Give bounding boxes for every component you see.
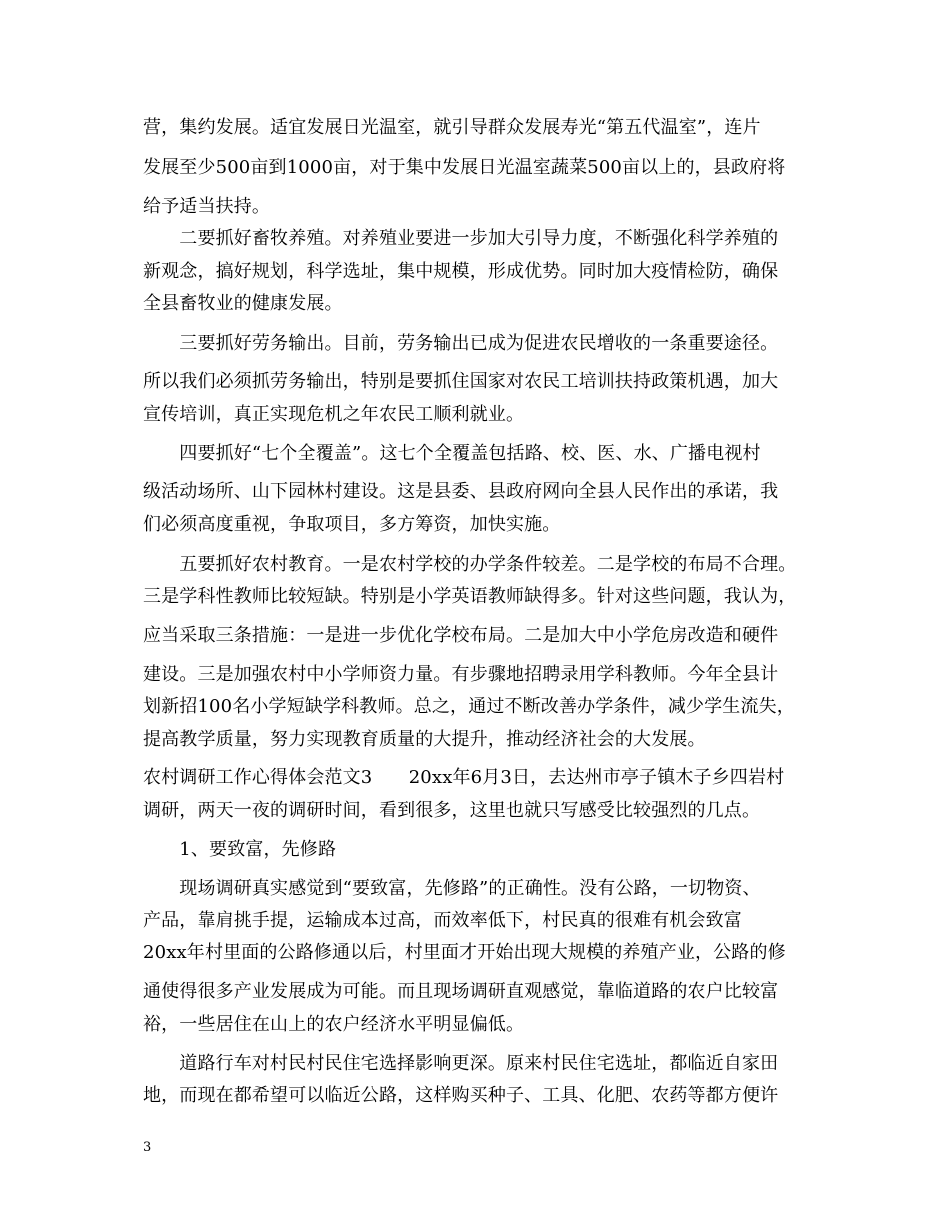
text-line: 调研，两天一夜的调研时间，看到很多，这里也就只写感受比较强烈的几点。 bbox=[143, 800, 761, 821]
text-line: 应当采取三条措施：一是进一步优化学校布局。二是加大中小学危房改造和硬件 bbox=[143, 625, 779, 646]
text-line: 三要抓好劳务输出。目前，劳务输出已成为促进农民增收的一条重要途径。 bbox=[143, 333, 779, 354]
text-line: 级活动场所、山下园林村建设。这是县委、县政府网向全县人民作出的承诺，我 bbox=[143, 481, 779, 502]
text-line: 四要抓好“七个全覆盖”。这七个全覆盖包括路、校、医、水、广播电视村 bbox=[143, 443, 761, 464]
text-line: 五要抓好农村教育。一是农村学校的办学条件较差。二是学校的布局不合理。 bbox=[143, 554, 797, 575]
text-line: 划新招100名小学短缺学科教师。总之，通过不断改善办学条件，减少学生流失， bbox=[143, 696, 795, 717]
text-line: 宣传培训，真正实现危机之年农民工顺利就业。 bbox=[143, 404, 525, 425]
text-line: 给予适当扶持。 bbox=[143, 196, 271, 217]
text-line: 三是学科性教师比较短缺。特别是小学英语教师缺得多。针对这些问题，我认为， bbox=[143, 586, 797, 607]
text-line: 农村调研工作心得体会范文3 20xx年6月3日，去达州市亭子镇木子乡四岩村 bbox=[143, 767, 785, 788]
text-line: 现场调研真实感觉到“要致富，先修路”的正确性。没有公路，一切物资、 bbox=[143, 878, 761, 899]
text-line: 地，而现在都希望可以临近公路，这样购买种子、工具、化肥、农药等都方便许 bbox=[143, 1085, 779, 1106]
text-line: 道路行车对村民村民住宅选择影响更深。原来村民住宅选址，都临近自家田 bbox=[143, 1053, 779, 1074]
text-line: 二要抓好畜牧养殖。对养殖业要进一步加大引导力度，不断强化科学养殖的 bbox=[143, 228, 779, 249]
text-line: 所以我们必须抓劳务输出，特别是要抓住国家对农民工培训扶持政策机遇，加大 bbox=[143, 371, 779, 392]
text-line: 1、要致富，先修路 bbox=[143, 839, 337, 860]
text-line: 通使得很多产业发展成为可能。而且现场调研直观感觉，靠临道路的农户比较富 bbox=[143, 981, 779, 1002]
text-line: 裕，一些居住在山上的农户经济水平明显偏低。 bbox=[143, 1014, 525, 1035]
text-line: 们必须高度重视，争取项目，多方筹资，加快实施。 bbox=[143, 514, 561, 535]
page-number: 3 bbox=[143, 1140, 152, 1155]
text-line: 全县畜牧业的健康发展。 bbox=[143, 293, 343, 314]
text-line: 营，集约发展。适宜发展日光温室，就引导群众发展寿光“第五代温室”，连片 bbox=[143, 117, 761, 138]
text-line: 20xx年村里面的公路修通以后，村里面才开始出现大规模的养殖产业，公路的修 bbox=[143, 942, 786, 963]
text-line: 新观念，搞好规划，科学选址，集中规模，形成优势。同时加大疫情检防，确保 bbox=[143, 261, 779, 282]
text-line: 提高教学质量，努力实现教育质量的大提升，推动经济社会的大发展。 bbox=[143, 729, 706, 750]
text-line: 发展至少500亩到1000亩，对于集中发展日光温室蔬菜500亩以上的，县政府将 bbox=[143, 157, 786, 178]
text-line: 建设。三是加强农村中小学师资力量。有步骤地招聘录用学科教师。今年全县计 bbox=[143, 664, 779, 685]
text-line: 产品，靠肩挑手提，运输成本过高，而效率低下，村民真的很难有机会致富 bbox=[143, 910, 742, 931]
